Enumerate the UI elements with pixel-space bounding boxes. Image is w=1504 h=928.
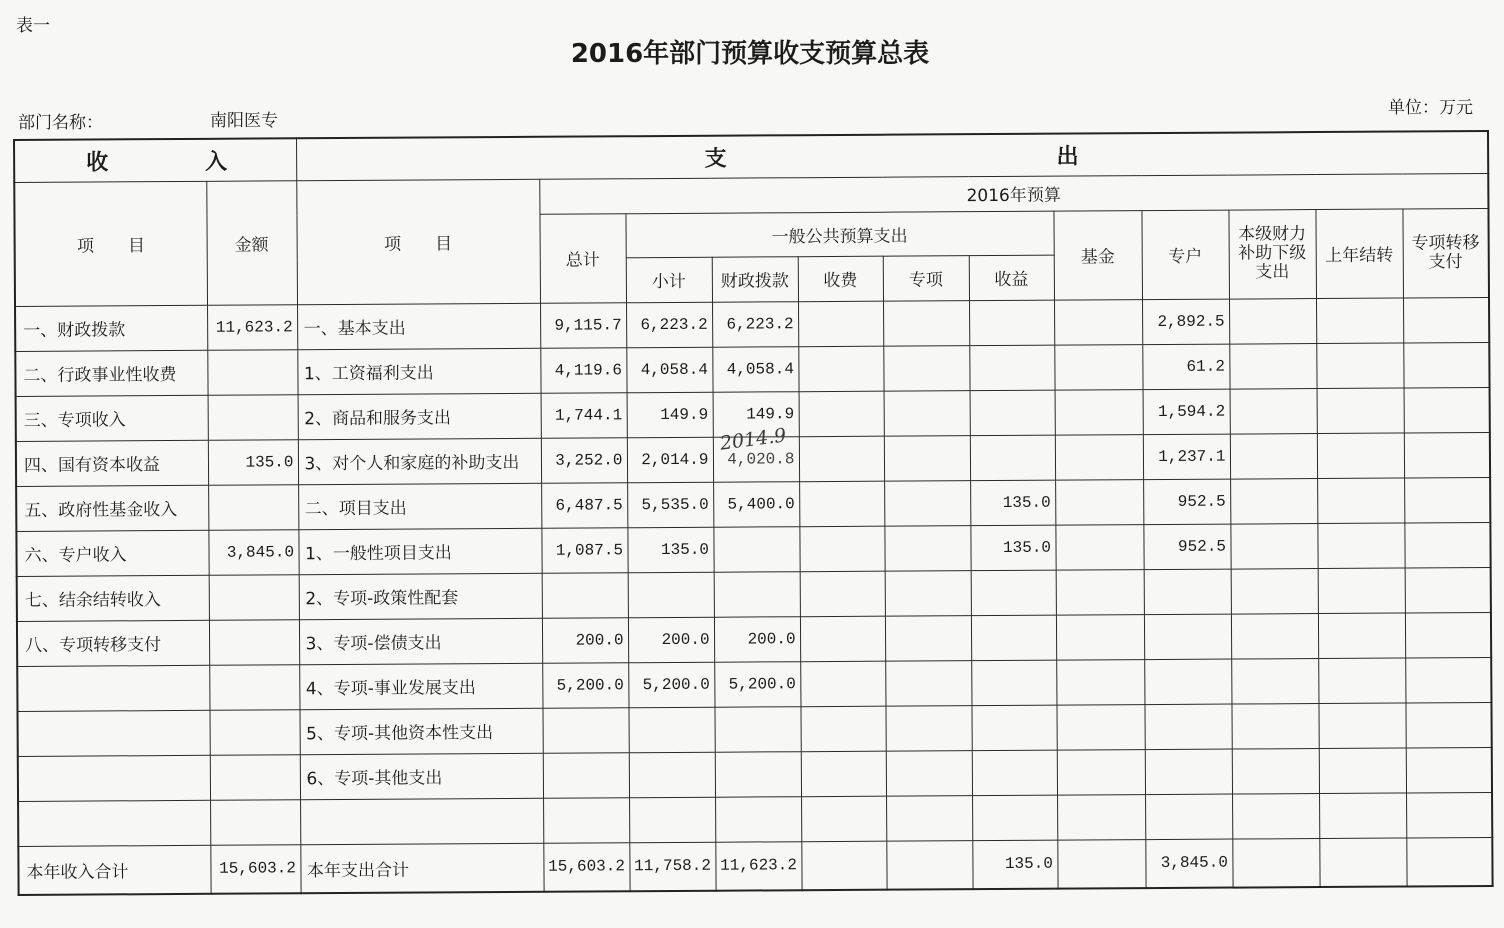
table-body [15,297,1493,895]
special-account-cell: 952.5 [1143,479,1230,525]
special-cell [886,795,972,841]
carryover-cell [1316,298,1403,344]
revenue-cell: 135.0 [970,480,1055,526]
fiscal-allocation-cell: 149.9 [713,391,799,437]
fiscal-allocation-cell [713,526,799,572]
expense-group-char: 出 [1056,144,1079,170]
income-amount-cell: 3,845.0 [208,529,298,575]
special-account-cell: 1,237.1 [1143,434,1230,480]
income-amount-cell [210,799,300,845]
expense-item-cell: 1、工资福利支出 [297,348,540,394]
handwritten-correction: 2014.9 [718,423,787,455]
fund-cell [1057,839,1145,889]
expense-group-label [705,139,1079,172]
special-account-cell [1145,749,1232,795]
carryover-cell [1318,703,1405,749]
subtotal-cell: 2,014.9 [627,437,713,483]
fund-cell [1056,569,1144,615]
income-amount-cell: 135.0 [208,439,298,485]
transfer-payment-cell [1404,522,1490,568]
subtotal-cell: 200.0 [628,617,714,663]
budget-table [13,130,1494,896]
carryover-cell [1319,748,1406,794]
fiscal-allocation-cell [715,751,801,797]
total-cell: 6,487.5 [541,482,627,528]
fiscal-allocation-cell [714,706,800,752]
carryover-cell [1316,343,1403,389]
revenue-cell [971,660,1056,706]
fund-cell [1057,794,1145,840]
subtotal-cell: 11,758.2 [629,842,715,892]
table-header [14,131,1489,306]
carryover-cell [1319,793,1406,839]
special-account-cell: 2,892.5 [1142,299,1229,345]
subsidy-lower-header: 本级财力补助下级支出 [1228,209,1316,299]
department-name: 南阳医专 [210,111,278,131]
total-cell: 5,200.0 [542,662,628,708]
transfer-payment-cell [1405,612,1491,658]
subsidy-lower-cell [1229,343,1316,389]
fund-header: 基金 [1053,210,1142,300]
subtotal-cell: 135.0 [627,527,713,573]
revenue-cell [969,345,1054,391]
fund-cell [1057,749,1145,795]
income-item-cell [18,755,210,801]
income-item-cell [17,665,209,711]
subtotal-cell [628,707,714,753]
fiscal-allocation-cell: 5,200.0 [714,661,800,707]
subsidy-lower-cell [1232,748,1319,794]
income-amount-cell [208,394,298,440]
revenue-header: 收益 [969,255,1054,301]
special-cell [886,840,972,890]
income-amount-cell: 11,623.2 [207,304,297,350]
expense-item-cell: 一、基本支出 [297,303,540,349]
subtotal-cell: 149.9 [627,392,713,438]
revenue-cell [971,705,1056,751]
revenue-cell [971,615,1056,661]
fiscal-allocation-cell [715,796,801,842]
subtotal-cell [628,572,714,618]
special-account-cell: 61.2 [1142,344,1229,390]
fiscal-allocation-cell: 6,223.2 [712,301,798,347]
revenue-cell: 135.0 [972,840,1057,890]
budget-year-header: 2016年预算 [539,173,1488,214]
subsidy-lower-cell [1231,568,1318,614]
subsidy-lower-cell [1230,433,1317,479]
fund-cell [1054,344,1142,390]
transfer-payment-cell [1403,342,1489,388]
total-row [18,837,1492,895]
total-cell: 15,603.2 [543,842,629,892]
printed-value: 4,020.8 [727,449,795,469]
revenue-cell [970,390,1055,436]
total-header: 总计 [539,213,626,303]
subsidy-lower-cell [1231,613,1318,659]
income-amount-cell [208,484,298,530]
income-item-cell: 七、结余结转收入 [17,575,209,621]
revenue-cell [969,300,1054,346]
fund-cell [1055,479,1143,525]
carryover-cell [1318,613,1405,659]
transfer-payment-cell [1406,837,1492,887]
subsidy-lower-cell [1230,478,1317,524]
fund-cell [1056,659,1144,705]
expense-item-cell: 3、对个人和家庭的补助支出 [298,438,541,484]
subsidy-lower-cell [1230,523,1317,569]
income-item-cell: 三、专项收入 [16,395,208,441]
special-cell [884,480,970,526]
special-account-cell: 1,594.2 [1143,389,1230,435]
subsidy-lower-cell [1229,298,1316,344]
fiscal-allocation-cell [713,423,799,482]
income-amount-cell [207,349,297,395]
fees-cell [800,571,885,617]
fund-cell [1056,614,1144,660]
fiscal-allocation-header: 财政拨款 [712,256,798,302]
carryover-cell [1317,478,1404,524]
total-cell [543,752,629,798]
special-cell [883,300,969,346]
income-amount-header: 金额 [206,180,297,305]
special-account-cell [1145,794,1232,840]
transfer-payment-cell [1406,792,1492,838]
fees-cell [798,301,883,347]
expense-item-cell: 2、商品和服务支出 [298,393,541,439]
carryover-header: 上年结转 [1315,209,1403,299]
fiscal-allocation-cell: 11,623.2 [715,841,801,891]
special-cell [884,525,970,571]
special-account-cell [1144,614,1231,660]
total-cell: 1,087.5 [541,527,627,573]
fees-cell [799,526,884,572]
fees-cell [799,436,884,482]
special-account-header: 专户 [1141,210,1229,300]
total-cell: 4,119.6 [540,347,626,393]
subtotal-cell [629,797,715,843]
income-group-header [14,138,296,182]
fees-cell [800,661,885,707]
special-cell [885,705,971,751]
special-header: 专项 [883,255,969,301]
subtotal-cell: 5,200.0 [628,662,714,708]
subtotal-cell: 4,058.4 [626,347,712,393]
carryover-cell [1317,388,1404,434]
revenue-cell [972,750,1057,796]
special-account-cell [1144,704,1231,750]
income-amount-cell: 15,603.2 [210,844,300,894]
subsidy-lower-cell [1232,838,1319,888]
subsidy-lower-cell [1232,793,1319,839]
expense-item-cell: 本年支出合计 [300,843,543,893]
fees-cell [800,706,885,752]
subsidy-lower-cell [1231,658,1318,704]
expense-item-cell [300,798,543,844]
total-cell [542,707,628,753]
fiscal-allocation-cell [714,571,800,617]
carryover-cell [1319,838,1406,888]
table-number: 表一 [16,16,50,36]
revenue-cell [971,570,1056,616]
expense-group-char: 支 [704,146,727,172]
income-item-cell: 本年收入合计 [18,845,210,895]
fund-cell [1054,299,1142,345]
fund-cell [1055,389,1143,435]
special-account-cell [1144,659,1231,705]
total-cell [543,797,629,843]
revenue-cell [970,435,1055,481]
special-account-cell [1144,569,1231,615]
income-item-cell: 五、政府性基金收入 [16,485,208,531]
subtotal-cell: 6,223.2 [626,302,712,348]
income-amount-cell [209,664,299,710]
total-cell: 9,115.7 [540,302,626,348]
income-item-cell [18,800,210,846]
expense-item-cell: 5、专项-其他资本性支出 [299,708,542,754]
fund-cell [1055,524,1143,570]
subtotal-header: 小计 [626,257,712,303]
carryover-cell [1317,523,1404,569]
unit-label: 单位：万元 [1388,98,1473,118]
budget-table-wrapper [13,130,1494,896]
fees-cell [799,391,884,437]
expense-item-cell: 4、专项-事业发展支出 [299,663,542,709]
special-cell [883,345,969,391]
transfer-payment-cell [1405,567,1491,613]
fund-cell [1055,434,1143,480]
special-cell [885,660,971,706]
general-budget-header: 一般公共预算支出 [625,211,1053,258]
total-cell: 200.0 [542,617,628,663]
fiscal-allocation-cell: 5,400.0 [713,481,799,527]
carryover-cell [1318,658,1405,704]
subsidy-lower-cell [1230,388,1317,434]
income-item-header: 项 目 [14,181,207,306]
income-amount-cell [210,754,300,800]
special-cell [884,435,970,481]
fees-cell [801,841,886,891]
transfer-payment-cell [1406,747,1492,793]
transfer-payment-cell [1404,387,1490,433]
income-amount-cell [209,574,299,620]
total-cell: 1,744.1 [541,392,627,438]
department-label: 部门名称： [18,113,103,133]
income-item-cell: 四、国有资本收益 [16,440,208,486]
income-amount-cell [209,619,299,665]
special-account-cell: 952.5 [1143,524,1230,570]
fund-cell [1056,704,1144,750]
revenue-cell [972,795,1057,841]
fees-header: 收费 [798,256,883,302]
total-cell [542,572,628,618]
expense-item-cell: 1、一般性项目支出 [298,528,541,574]
income-item-cell: 一、财政拨款 [15,305,207,351]
fees-cell [799,481,884,527]
fiscal-allocation-cell: 4,058.4 [712,346,798,392]
special-cell [885,570,971,616]
income-group-char: 收 [86,150,109,176]
fees-cell [798,346,883,392]
special-account-cell: 3,845.0 [1145,839,1232,889]
expense-item-cell: 6、专项-其他支出 [300,753,543,799]
transfer-payment-cell [1405,657,1491,703]
transfer-payment-cell [1404,432,1490,478]
expense-item-cell: 3、专项-偿债支出 [299,618,542,664]
subtotal-cell: 5,535.0 [627,482,713,528]
income-group-char: 入 [205,149,228,175]
income-item-cell [17,710,209,756]
income-group-label [86,144,227,176]
revenue-cell: 135.0 [970,525,1055,571]
fees-cell [800,616,885,662]
page-title: 2016年部门预算收支预算总表 [570,39,930,69]
transfer-payment-cell [1405,702,1491,748]
fiscal-allocation-cell: 200.0 [714,616,800,662]
expense-group-header [296,131,1488,180]
special-cell [884,390,970,436]
fees-cell [801,796,886,842]
subtotal-cell [629,752,715,798]
special-cell [886,750,972,796]
transfer-payment-cell [1404,477,1490,523]
subsidy-lower-cell [1231,703,1318,749]
transfer-payment-cell [1403,297,1489,343]
expense-item-cell: 二、项目支出 [298,483,541,529]
fees-cell [801,751,886,797]
special-cell [885,615,971,661]
carryover-cell [1317,433,1404,479]
income-item-cell: 八、专项转移支付 [17,620,209,666]
expense-item-cell: 2、专项-政策性配套 [299,573,542,619]
total-cell: 3,252.0 [541,437,627,483]
income-amount-cell [209,709,299,755]
transfer-payment-header: 专项转移支付 [1402,208,1489,298]
income-item-cell: 六、专户收入 [16,530,208,576]
carryover-cell [1318,568,1405,614]
expense-item-header: 项 目 [296,179,540,304]
income-item-cell: 二、行政事业性收费 [15,350,207,396]
